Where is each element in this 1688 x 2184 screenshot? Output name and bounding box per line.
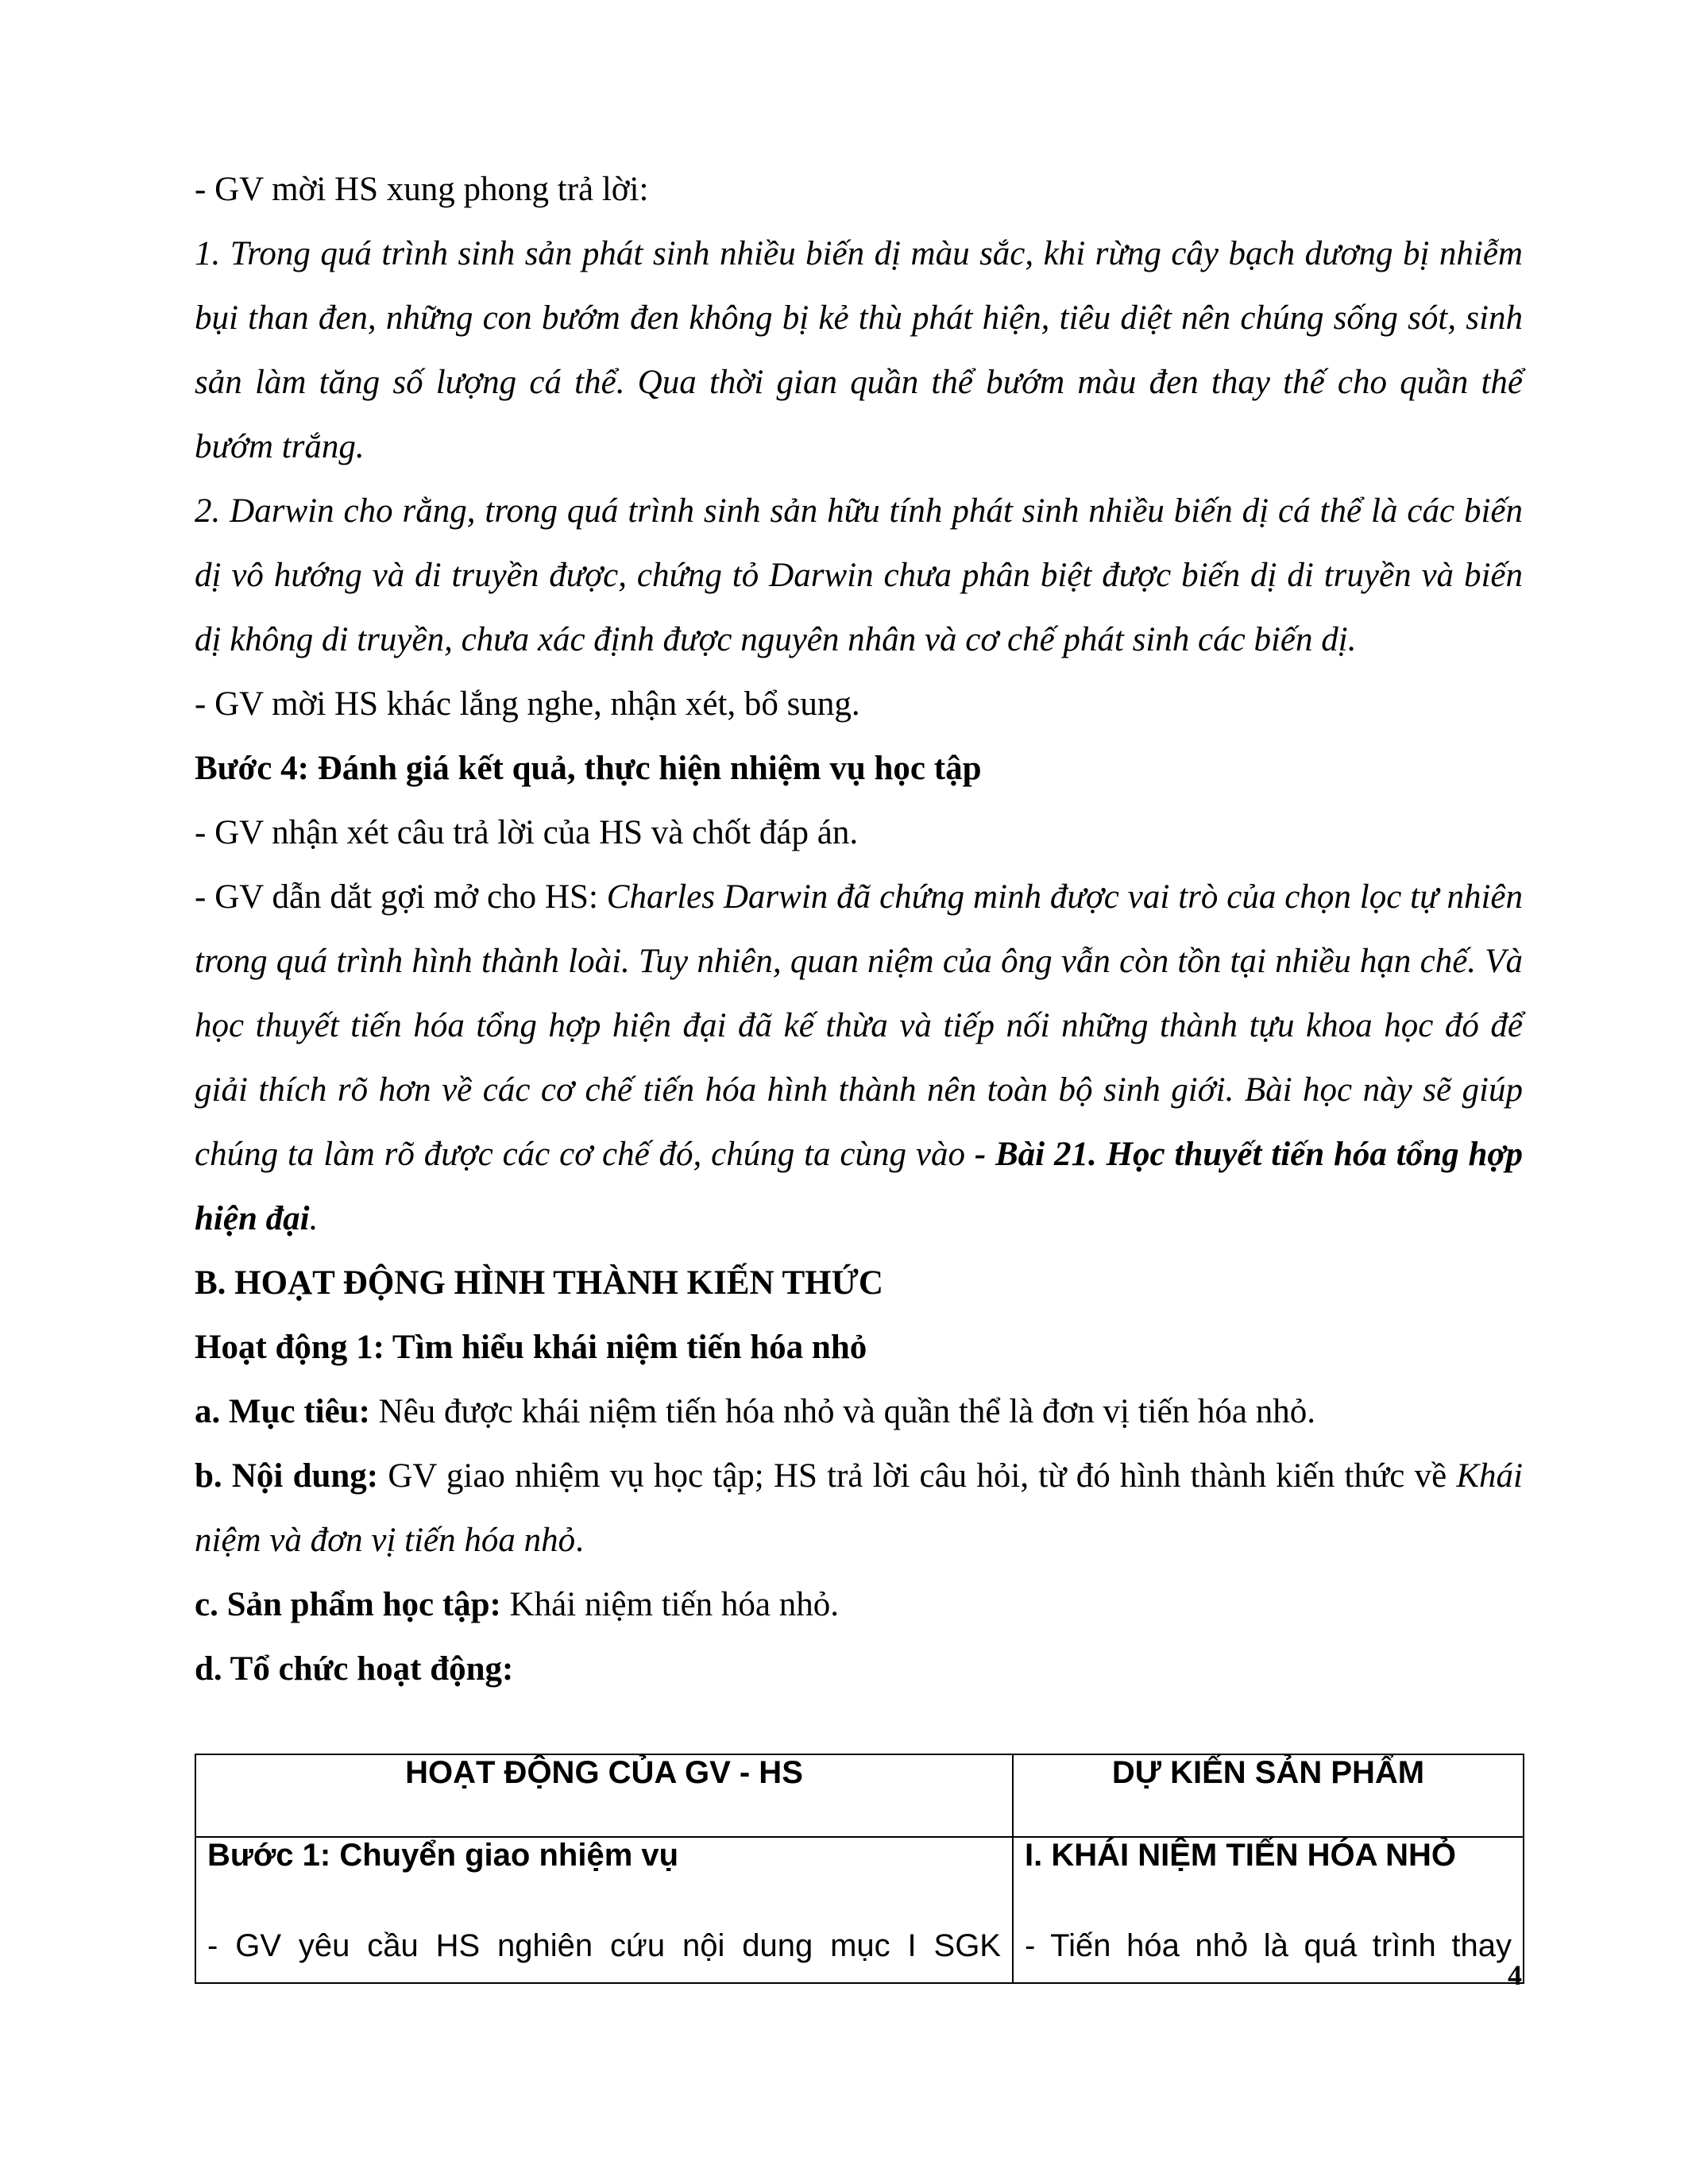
lead-in-italic: Charles Darwin đã chứng minh được vai trò của chọn lọc tự nhiên trong quá trình hình thành loài. Tuy nhiên, quan niệm của ông vẫn còn tồn tại nhiều hạn chế. Và học thuyết tiến hóa tổng hợp hiện đại đã kế thừa và tiếp nối những thành tựu khoa học đó để giải thích rõ hơn về các cơ chế tiến hóa hình thành nên toàn bộ sinh giới. Bài học này sẽ giúp chúng ta làm rõ được các cơ chế đó, chúng ta cùng vào: [195, 878, 1523, 1173]
objective-line: [195, 1379, 1523, 1444]
lesson-title: - Bài 21. Học thuyết tiến hóa tổng hợp hiện đại: [195, 1136, 1523, 1237]
lead-in-end: .: [309, 1200, 319, 1237]
header-teacher-student-activity: HOẠT ĐỘNG CỦA GV - HS: [195, 1754, 1013, 1837]
table-header-row: [195, 1754, 1524, 1837]
lead-in-prefix: - GV dẫn dắt gợi mở cho HS:: [195, 878, 607, 916]
organization-heading: d. Tổ chức hoạt động:: [195, 1650, 514, 1688]
header-expected-product: DỰ KIẾN SẢN PHẨM: [1013, 1754, 1524, 1837]
paragraph-gv-lead-in: [195, 865, 1523, 1251]
content-italic: Khái niệm và đơn vị tiến hóa nhỏ: [195, 1457, 1523, 1559]
content-end: .: [575, 1522, 584, 1559]
table-cell-activity: [195, 1837, 1013, 1983]
step-1-text: - GV yêu cầu HS nghiên cứu nội dung mục I SGK: [207, 1928, 1001, 1963]
answer-1: 1. Trong quá trình sinh sản phát sinh nhiều biến dị màu sắc, khi rừng cây bạch dương bị nhiễm bụi than đen, những con bướm đen không bị kẻ thù phát hiện, tiêu diệt nên chúng sống sót, sinh sản làm tăng số lượng cá thể. Qua thời gian quần thể bướm màu đen thay thế cho quần thể bướm trắng.: [195, 235, 1523, 465]
concept-title: I. KHÁI NIỆM TIẾN HÓA NHỎ: [1025, 1838, 1456, 1873]
activity-table: [195, 1754, 1524, 1984]
step-1-title: Bước 1: Chuyển giao nhiệm vụ: [207, 1838, 679, 1873]
table-cell-product: [1013, 1837, 1524, 1983]
product-label: c. Sản phẩm học tập:: [195, 1586, 501, 1623]
paragraph-gv-others: - GV mời HS khác lắng nghe, nhận xét, bổ sung.: [195, 685, 860, 723]
answer-2: 2. Darwin cho rằng, trong quá trình sinh sản hữu tính phát sinh nhiều biến dị cá thể là các biến dị vô hướng và di truyền được, chứng tỏ Darwin chưa phân biệt được biến dị di truyền và biến dị không di truyền, chưa xác định được nguyên nhân và cơ chế phát sinh các biến dị.: [195, 492, 1523, 658]
section-b-heading: B. HOẠT ĐỘNG HÌNH THÀNH KIẾN THỨC: [195, 1264, 883, 1302]
step-4-heading: Bước 4: Đánh giá kết quả, thực hiện nhiệm vụ học tập: [195, 750, 982, 787]
activity-1-heading: Hoạt động 1: Tìm hiểu khái niệm tiến hóa nhỏ: [195, 1329, 867, 1366]
paragraph-gv-comment: - GV nhận xét câu trả lời của HS và chốt đáp án.: [195, 814, 859, 851]
product-text: Khái niệm tiến hóa nhỏ.: [500, 1586, 840, 1623]
table-row: [195, 1837, 1524, 1983]
product-line: [195, 1572, 1523, 1637]
paragraph-gv-invite: - GV mời HS xung phong trả lời:: [195, 171, 649, 208]
document-body: [195, 157, 1523, 1701]
content-label: b. Nội dung:: [195, 1457, 379, 1495]
objective-label: a. Mục tiêu:: [195, 1393, 370, 1430]
objective-text: Nêu được khái niệm tiến hóa nhỏ và quần thể là đơn vị tiến hóa nhỏ.: [369, 1393, 1316, 1430]
page-number: 4: [1508, 1959, 1522, 1991]
content-text: GV giao nhiệm vụ học tập; HS trả lời câu hỏi, từ đó hình thành kiến thức về: [378, 1457, 1457, 1495]
concept-text: - Tiến hóa nhỏ là quá trình thay: [1025, 1928, 1512, 1963]
content-line: [195, 1444, 1523, 1572]
